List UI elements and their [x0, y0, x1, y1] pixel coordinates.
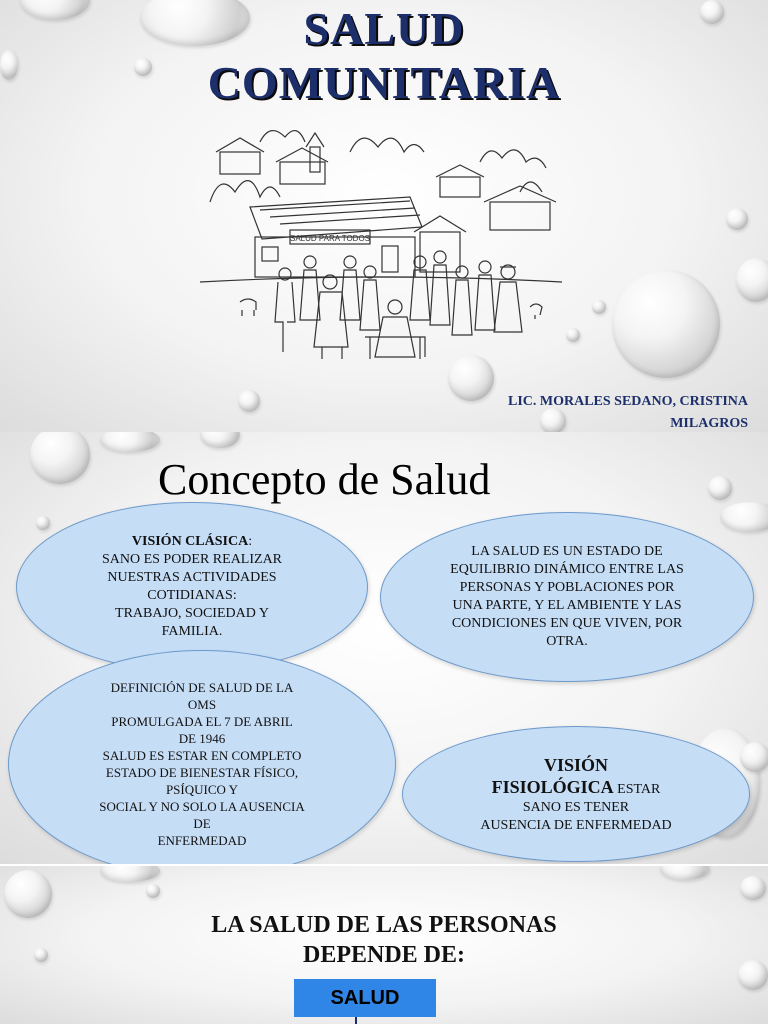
- oms-line: OMS: [187, 697, 217, 712]
- oms-line: SOCIAL Y NO SOLO LA AUSENCIA: [99, 799, 305, 814]
- author-line-1: LIC. MORALES SEDANO, CRISTINA: [508, 394, 748, 409]
- oms-line: DE: [193, 816, 211, 831]
- water-drop: [238, 390, 260, 412]
- vision-fisiologica-line: SANO ES TENER: [522, 799, 630, 815]
- water-drop: [30, 432, 90, 484]
- title-line-1: SALUD: [303, 3, 465, 54]
- vision-fisiologica-suffix: ESTAR: [613, 781, 661, 797]
- equilibrio-line: OTRA.: [546, 634, 588, 649]
- illustration-sign: SALUD PARA TODOS: [289, 234, 371, 243]
- depende-heading-2: DEPENDE DE:: [302, 942, 465, 968]
- vision-clasica-ellipse: [16, 502, 368, 672]
- oms-line: PROMULGADA EL 7 DE ABRIL: [111, 714, 293, 729]
- oms-ellipse: [8, 650, 396, 864]
- vision-clasica-line: NUESTRAS ACTIVIDADES: [107, 570, 277, 585]
- water-drop: [740, 742, 768, 772]
- slide-depende: [0, 866, 768, 1024]
- title-line-2: COMUNITARIA: [207, 57, 561, 108]
- equilibrio-line: CONDICIONES EN QUE VIVEN, POR: [451, 616, 683, 631]
- vision-clasica-colon: :: [248, 534, 253, 549]
- water-drop: [100, 432, 160, 452]
- slide-title: [0, 0, 768, 432]
- water-drop: [100, 866, 160, 882]
- vision-fisiologica-ellipse: [402, 726, 750, 862]
- equilibrio-line: PERSONAS Y POBLACIONES POR: [459, 580, 675, 595]
- equilibrio-line: LA SALUD ES UN ESTADO DE: [471, 544, 663, 559]
- water-drop: [708, 476, 732, 500]
- water-drop: [36, 516, 50, 530]
- vision-clasica-line: TRABAJO, SOCIEDAD Y: [115, 606, 269, 621]
- vision-clasica-line: SANO ES PODER REALIZAR: [101, 552, 283, 567]
- equilibrio-line: EQUILIBRIO DINÁMICO ENTRE LAS: [450, 562, 684, 577]
- depende-heading-1: LA SALUD DE LAS PERSONAS: [211, 912, 557, 938]
- oms-line: ESTADO DE BIENESTAR FÍSICO,: [105, 765, 299, 780]
- oms-line: DEFINICIÓN DE SALUD DE LA: [110, 680, 294, 695]
- water-drop: [720, 502, 768, 532]
- water-drop: [612, 270, 720, 378]
- slide-concepto: [0, 432, 768, 864]
- water-drop: [740, 876, 766, 900]
- section-heading: Concepto de Salud: [158, 455, 491, 504]
- salud-box: SALUD: [294, 979, 436, 1017]
- community-illustration: [200, 122, 562, 384]
- equilibrio-ellipse: [380, 512, 754, 682]
- vision-clasica-line: COTIDIANAS:: [147, 588, 237, 603]
- water-drop: [146, 884, 160, 898]
- oms-line: ENFERMEDAD: [157, 833, 247, 848]
- equilibrio-line: UNA PARTE, Y EL AMBIENTE Y LAS: [452, 598, 682, 613]
- water-drop: [200, 432, 240, 448]
- water-drop: [592, 300, 606, 314]
- vision-fisiologica-line: AUSENCIA DE ENFERMEDAD: [480, 817, 672, 833]
- water-drop: [736, 258, 768, 302]
- vision-fisiologica-title-2: FISIOLÓGICA: [491, 776, 614, 797]
- vision-clasica-title: VISIÓN CLÁSICA: [131, 534, 249, 549]
- water-drop: [566, 328, 580, 342]
- oms-line: SALUD ES ESTAR EN COMPLETO: [102, 748, 302, 763]
- author-line-2: MILAGROS: [670, 416, 748, 431]
- oms-line: PSÍQUICO Y: [165, 782, 239, 797]
- water-drop: [726, 208, 748, 230]
- connector-line: [355, 1017, 357, 1024]
- oms-line: DE 1946: [178, 731, 226, 746]
- vision-clasica-line: FAMILIA.: [161, 624, 223, 639]
- vision-fisiologica-title-1: VISIÓN: [543, 754, 609, 775]
- water-drop: [660, 866, 710, 880]
